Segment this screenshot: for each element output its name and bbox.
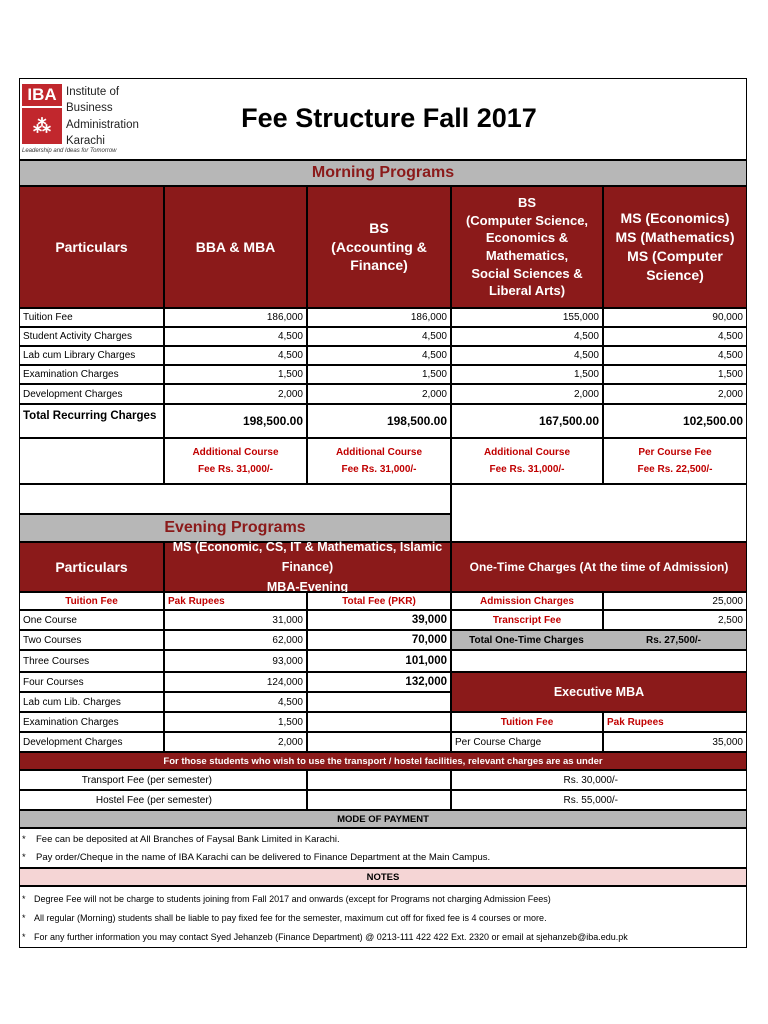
hostel-label: Hostel Fee (per semester): [19, 790, 307, 810]
morning-row-label: Tuition Fee: [19, 308, 164, 327]
morning-cell: 4,500: [164, 327, 307, 346]
morning-row-label: Development Charges: [19, 384, 164, 404]
evening-row-label: Four Courses: [19, 672, 164, 692]
payment-title: MODE OF PAYMENT: [19, 810, 747, 828]
additional-course-fee: Additional Course Fee Rs. 31,000/-: [307, 438, 451, 484]
logo-emblem-icon: ⁂: [22, 108, 62, 144]
payment-box: [19, 828, 747, 868]
one-time-total: [451, 630, 747, 650]
evening-cell: 1,500: [164, 712, 307, 732]
morning-header-bs-cs: BS (Computer Science, Economics & Mathematics, Social Sciences & Liberal Arts): [451, 186, 603, 308]
evening-subheader: Total Fee (PKR): [307, 592, 451, 610]
payment-item: * Pay order/Cheque in the name of IBA Karachi can be delivered to Finance Department at the Main Campus.: [22, 852, 491, 863]
evening-total-cell: [307, 732, 451, 752]
evening-total-cell: 39,000: [307, 610, 451, 630]
morning-total-cell: 198,500.00: [164, 404, 307, 438]
logo-name: [66, 84, 172, 149]
evening-row-label: Three Courses: [19, 650, 164, 672]
evening-header-program: MS (Economic, CS, IT & Mathematics, Islamic Finance) MBA-Evening: [164, 542, 451, 592]
one-time-row-value: 25,000: [603, 592, 747, 610]
transport-value: Rs. 30,000/-: [451, 770, 747, 790]
morning-cell: 1,500: [307, 365, 451, 384]
evening-subheader: Tuition Fee: [19, 592, 164, 610]
blank-row: [19, 484, 451, 514]
logo-line: Institute of: [66, 86, 120, 98]
morning-cell: 2,000: [603, 384, 747, 404]
logo-tagline: Leadership and Ideas for Tomorrow: [22, 148, 117, 154]
transport-label: Transport Fee (per semester): [19, 770, 307, 790]
morning-row-label: Lab cum Library Charges: [19, 346, 164, 365]
evening-row-label: Lab cum Lib. Charges: [19, 692, 164, 712]
blank-right-2: [451, 650, 747, 672]
hostel-empty: [307, 790, 451, 810]
evening-section-title: Evening Programs: [19, 514, 451, 542]
iba-logo: [22, 82, 172, 158]
logo-line: Business Administration: [66, 102, 139, 131]
evening-cell: 62,000: [164, 630, 307, 650]
evening-cell: 2,000: [164, 732, 307, 752]
evening-total-cell: [307, 692, 451, 712]
executive-row-value: 35,000: [603, 732, 747, 752]
executive-subheader: Tuition Fee: [451, 712, 603, 732]
morning-row-label: Examination Charges: [19, 365, 164, 384]
evening-row-label: Examination Charges: [19, 712, 164, 732]
morning-section-title: Morning Programs: [19, 160, 747, 186]
additional-course-fee: Additional Course Fee Rs. 31,000/-: [164, 438, 307, 484]
morning-cell: 2,000: [164, 384, 307, 404]
morning-cell: 186,000: [164, 308, 307, 327]
morning-total-cell: 198,500.00: [307, 404, 451, 438]
morning-cell: 4,500: [451, 346, 603, 365]
evening-total-cell: 101,000: [307, 650, 451, 672]
logo-abbr: IBA: [22, 84, 62, 106]
morning-cell: 1,500: [603, 365, 747, 384]
evening-row-label: Development Charges: [19, 732, 164, 752]
note-item: * For any further information you may contact Syed Jehanzeb (Finance Department) @ 0213-111 422 422 Ext. 2320 or email at sjehanzeb@iba.edu.pk: [22, 931, 628, 942]
evening-cell: 31,000: [164, 610, 307, 630]
transport-empty: [307, 770, 451, 790]
morning-cell: 186,000: [307, 308, 451, 327]
morning-header-particulars: Particulars: [19, 186, 164, 308]
evening-row-label: Two Courses: [19, 630, 164, 650]
evening-row-label: One Course: [19, 610, 164, 630]
morning-cell: 4,500: [307, 327, 451, 346]
executive-subheader: Pak Rupees: [603, 712, 747, 732]
executive-mba-title: Executive MBA: [451, 672, 747, 712]
morning-cell: 4,500: [164, 346, 307, 365]
morning-header-bba-mba: BBA & MBA: [164, 186, 307, 308]
notes-box: [19, 886, 747, 948]
evening-header-particulars: Particulars: [19, 542, 164, 592]
payment-item: * Fee can be deposited at All Branches of Faysal Bank Limited in Karachi.: [22, 834, 340, 845]
transport-banner: For those students who wish to use the transport / hostel facilities, relevant charges are as under: [19, 752, 747, 770]
logo-line: Karachi: [66, 134, 105, 147]
one-time-row-value: 2,500: [603, 610, 747, 630]
one-time-row-label: Admission Charges: [451, 592, 603, 610]
evening-cell: 124,000: [164, 672, 307, 692]
evening-total-cell: 132,000: [307, 672, 451, 692]
morning-cell: 2,000: [307, 384, 451, 404]
page-title: Fee Structure Fall 2017: [241, 102, 537, 133]
evening-subheader: Pak Rupees: [164, 592, 307, 610]
note-item: * Degree Fee will not be charge to students joining from Fall 2017 and onwards (except for Programs not charging Admission Fees): [22, 893, 551, 904]
morning-cell: 1,500: [451, 365, 603, 384]
evening-total-cell: [307, 712, 451, 732]
one-time-charges-title: One-Time Charges (At the time of Admission): [451, 542, 747, 592]
morning-total-cell: 167,500.00: [451, 404, 603, 438]
one-time-row-label: Transcript Fee: [451, 610, 603, 630]
morning-header-bs-accounting: BS (Accounting & Finance): [307, 186, 451, 308]
morning-header-ms: MS (Economics) MS (Mathematics) MS (Computer Science): [603, 186, 747, 308]
blank-right: [451, 484, 747, 542]
morning-cell: 90,000: [603, 308, 747, 327]
morning-total-cell: 102,500.00: [603, 404, 747, 438]
additional-course-fee: Per Course Fee Fee Rs. 22,500/-: [603, 438, 747, 484]
morning-cell: 155,000: [451, 308, 603, 327]
hostel-value: Rs. 55,000/-: [451, 790, 747, 810]
morning-cell: 4,500: [451, 327, 603, 346]
morning-cell: 2,000: [451, 384, 603, 404]
morning-row-label: Student Activity Charges: [19, 327, 164, 346]
one-time-total-label: Total One-Time Charges: [469, 634, 584, 646]
morning-cell: 4,500: [603, 327, 747, 346]
evening-total-cell: 70,000: [307, 630, 451, 650]
morning-cell: 1,500: [164, 365, 307, 384]
note-item: * All regular (Morning) students shall be liable to pay fixed fee for the semester, maximum cut off for fixed fee is 4 courses or more.: [22, 912, 547, 923]
evening-cell: 4,500: [164, 692, 307, 712]
additional-empty: [19, 438, 164, 484]
executive-row-label: Per Course Charge: [451, 732, 603, 752]
additional-course-fee: Additional Course Fee Rs. 31,000/-: [451, 438, 603, 484]
evening-cell: 93,000: [164, 650, 307, 672]
one-time-total-value: Rs. 27,500/-: [645, 634, 702, 646]
morning-cell: 4,500: [307, 346, 451, 365]
morning-total-label: Total Recurring Charges: [19, 404, 164, 438]
notes-title: NOTES: [19, 868, 747, 886]
fee-structure-sheet: [19, 78, 747, 948]
morning-cell: 4,500: [603, 346, 747, 365]
